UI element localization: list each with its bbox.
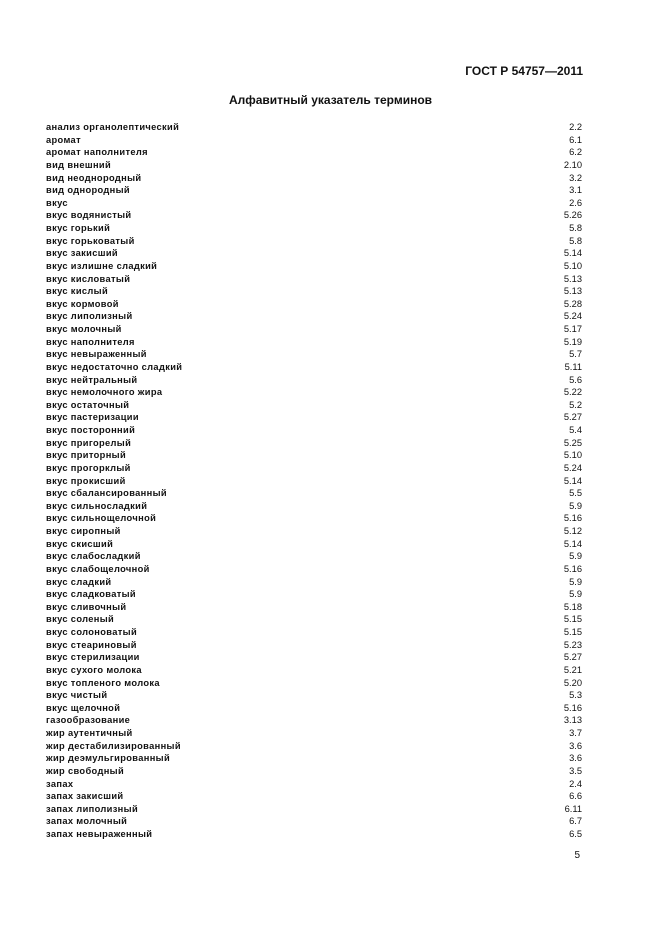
page-number: 5 [574, 850, 580, 861]
index-reference: 5.20 [563, 677, 582, 688]
index-reference: 5.21 [563, 664, 582, 675]
index-reference: 5.5 [569, 488, 582, 499]
index-entry [46, 209, 582, 222]
index-entry [46, 134, 582, 147]
index-reference: 5.16 [563, 702, 582, 713]
index-entry [46, 172, 582, 185]
index-term: вкус сильнощелочной [46, 513, 157, 524]
index-reference: 5.7 [569, 349, 582, 360]
index-term: жир дестабилизированный [46, 740, 181, 751]
index-term: вкус нейтральный [46, 374, 138, 385]
index-entry [46, 475, 582, 488]
index-reference: 5.13 [563, 286, 582, 297]
index-reference: 5.18 [563, 601, 582, 612]
index-reference: 5.24 [563, 462, 582, 473]
index-reference: 5.10 [563, 260, 582, 271]
index-entry [46, 550, 582, 563]
index-term: запах липолизный [46, 803, 139, 814]
index-entry [46, 487, 582, 500]
index-term: вкус слабосладкий [46, 551, 141, 562]
index-term: жир деэмульгированный [46, 753, 171, 764]
index-term: вкус прокисший [46, 475, 126, 486]
index-term: вкус соленый [46, 614, 115, 625]
index-term: жир аутентичный [46, 728, 133, 738]
index-entry [46, 563, 582, 576]
index-term: вкус сладкий [46, 576, 112, 587]
index-reference: 5.15 [563, 614, 582, 625]
index-term: вкус скисший [46, 538, 114, 549]
index-term: аромат наполнителя [46, 147, 148, 158]
index-reference: 3.5 [569, 765, 582, 776]
index-entry [46, 740, 582, 753]
index-entry [46, 525, 582, 538]
index-reference: 5.17 [563, 324, 582, 334]
index-entry [46, 538, 582, 551]
index-reference: 5.14 [563, 538, 582, 549]
index-entry [46, 664, 582, 677]
index-entry [46, 613, 582, 626]
index-term: жир свободный [46, 765, 125, 776]
index-term: вкус недостаточно сладкий [46, 361, 183, 372]
index-term: газообразование [46, 715, 131, 726]
index-reference: 5.10 [563, 450, 582, 461]
index-entry [46, 386, 582, 399]
index-entry [46, 273, 582, 286]
index-term: вкус стеариновый [46, 639, 137, 650]
index-reference: 6.6 [569, 791, 582, 802]
index-entry [46, 727, 582, 740]
index-entry [46, 576, 582, 589]
index-entry [46, 462, 582, 475]
index-term: вид внешний [46, 159, 112, 170]
index-term: вкус прогорклый [46, 462, 131, 473]
index-entry [46, 639, 582, 652]
index-entry [46, 588, 582, 601]
index-term: вкус сухого молока [46, 664, 142, 675]
index-entry [46, 235, 582, 248]
index-reference: 5.24 [563, 311, 582, 322]
index-entry [46, 411, 582, 424]
index-entry [46, 222, 582, 235]
document-code: ГОСТ Р 54757—2011 [465, 64, 583, 78]
index-entry [46, 361, 582, 374]
index-reference: 5.16 [563, 563, 582, 574]
index-entry [46, 651, 582, 664]
term-index-list [46, 121, 582, 841]
index-term: запах [46, 778, 74, 789]
index-entry [46, 677, 582, 690]
index-entry [46, 121, 582, 134]
index-reference: 5.2 [569, 399, 582, 410]
index-reference: 5.8 [569, 235, 582, 246]
index-reference: 2.10 [563, 159, 582, 170]
index-reference: 3.6 [569, 740, 582, 751]
index-reference: 5.16 [563, 513, 582, 524]
index-reference: 5.4 [569, 425, 582, 435]
index-entry [46, 449, 582, 462]
index-term: вид однородный [46, 185, 130, 196]
index-term: вкус сиропный [46, 526, 121, 536]
index-entry [46, 247, 582, 260]
index-term: вкус водянистый [46, 210, 132, 221]
index-reference: 5.9 [569, 576, 582, 587]
index-reference: 5.22 [563, 387, 582, 398]
index-term: вкус горьковатый [46, 235, 135, 246]
index-entry [46, 298, 582, 311]
index-entry [46, 374, 582, 387]
index-reference: 3.6 [569, 753, 582, 764]
index-reference: 3.7 [569, 728, 582, 738]
index-reference: 5.14 [563, 475, 582, 486]
index-term: вкус солоноватый [46, 627, 138, 637]
index-reference: 5.9 [569, 500, 582, 511]
index-entry [46, 197, 582, 210]
index-entry [46, 310, 582, 323]
index-reference: 5.26 [563, 210, 582, 221]
index-term: вкус липолизный [46, 311, 133, 322]
index-term: аромат [46, 134, 81, 145]
index-entry [46, 159, 582, 172]
index-entry [46, 336, 582, 349]
index-entry [46, 184, 582, 197]
index-entry [46, 146, 582, 159]
index-reference: 5.27 [563, 652, 582, 663]
index-term: вкус наполнителя [46, 336, 135, 347]
index-entry [46, 323, 582, 336]
index-entry [46, 424, 582, 437]
index-term: вкус стерилизации [46, 652, 140, 663]
index-term: вкус щелочной [46, 702, 121, 713]
index-term: вкус невыраженный [46, 349, 147, 360]
index-term: вкус сладковатый [46, 589, 136, 600]
index-entry [46, 714, 582, 727]
index-term: вкус закисший [46, 248, 118, 259]
index-term: вкус сильносладкий [46, 500, 148, 511]
index-term: вкус слабощелочной [46, 563, 150, 574]
index-term: вкус излишне сладкий [46, 260, 158, 271]
index-entry [46, 512, 582, 525]
index-term: вкус чистый [46, 690, 108, 701]
index-reference: 2.6 [569, 197, 582, 208]
index-reference: 5.6 [569, 374, 582, 385]
index-reference: 5.11 [564, 361, 582, 372]
index-entry [46, 815, 582, 828]
index-term: вкус сбалансированный [46, 488, 167, 499]
index-reference: 5.8 [569, 223, 582, 233]
index-reference: 5.9 [569, 551, 582, 562]
index-entry [46, 500, 582, 513]
index-entry [46, 778, 582, 791]
index-term: вкус кисловатый [46, 273, 131, 284]
index-term: запах закисший [46, 791, 124, 802]
index-reference: 5.13 [563, 273, 582, 284]
index-reference: 5.23 [563, 639, 582, 650]
index-term: вкус [46, 197, 68, 208]
index-reference: 5.9 [569, 589, 582, 600]
index-reference: 2.4 [569, 778, 582, 789]
index-reference: 5.19 [563, 336, 582, 347]
index-reference: 6.5 [569, 829, 582, 839]
index-entry [46, 260, 582, 273]
index-reference: 3.2 [569, 172, 582, 183]
index-reference: 5.28 [563, 298, 582, 309]
index-entry [46, 689, 582, 702]
index-term: запах молочный [46, 816, 128, 827]
index-reference: 6.2 [569, 147, 582, 158]
index-term: вкус кислый [46, 286, 109, 297]
index-entry [46, 752, 582, 765]
index-entry [46, 702, 582, 715]
index-entry [46, 437, 582, 450]
page-title: Алфавитный указатель терминов [228, 93, 433, 107]
index-term: вкус приторный [46, 450, 127, 461]
index-reference: 6.7 [569, 816, 582, 827]
index-reference: 5.14 [563, 248, 582, 259]
index-reference: 6.11 [564, 803, 582, 814]
index-entry [46, 803, 582, 816]
index-entry [46, 790, 582, 803]
index-term: вкус сливочный [46, 601, 127, 612]
index-reference: 5.12 [563, 526, 582, 536]
index-reference: 5.27 [563, 412, 582, 423]
index-entry [46, 399, 582, 412]
index-term: вкус посторонний [46, 425, 136, 435]
index-reference: 3.13 [563, 715, 582, 726]
index-entry [46, 828, 582, 841]
index-entry [46, 626, 582, 639]
index-term: запах невыраженный [46, 829, 153, 839]
index-term: вкус горький [46, 223, 111, 233]
index-entry [46, 285, 582, 298]
index-term: вкус пастеризации [46, 412, 139, 423]
index-reference: 5.15 [563, 627, 582, 637]
index-entry [46, 765, 582, 778]
index-term: анализ органолептический [46, 122, 180, 132]
index-reference: 3.1 [569, 185, 582, 196]
index-term: вид неоднородный [46, 172, 142, 183]
index-term: вкус немолочного жира [46, 387, 163, 398]
index-term: вкус молочный [46, 324, 122, 334]
index-entry [46, 348, 582, 361]
index-reference: 5.3 [569, 690, 582, 701]
index-term: вкус топленого молока [46, 677, 160, 688]
index-entry [46, 601, 582, 614]
index-term: вкус остаточный [46, 399, 130, 410]
index-reference: 6.1 [569, 134, 582, 145]
index-term: вкус кормовой [46, 298, 119, 309]
index-reference: 2.2 [569, 122, 582, 132]
index-reference: 5.25 [563, 437, 582, 448]
index-term: вкус пригорелый [46, 437, 132, 448]
